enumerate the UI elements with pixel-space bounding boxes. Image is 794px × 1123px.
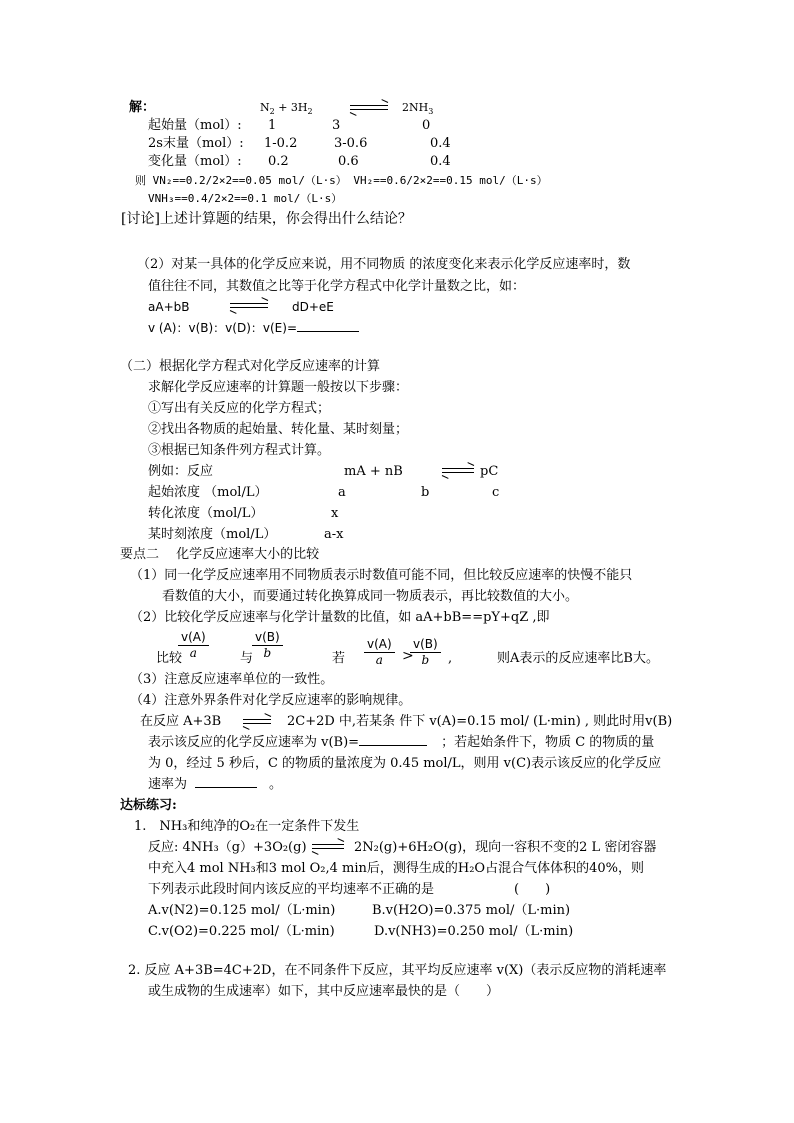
section2-intro: 求解化学反应速率的计算题一般按以下步骤： [148, 380, 409, 395]
converted-conc-label: 转化浓度（mol/L） [148, 506, 264, 521]
key2-title: 要点二 化学反应速率大小的比较 [120, 547, 320, 562]
example-eq-left: mA + nB [344, 464, 403, 479]
discussion: [讨论]上述计算题的结果，你会得出什么结论？ [121, 211, 412, 227]
q1-stem: 1. NH₃和纯净的O₂在一定条件下发生 [134, 819, 360, 834]
practice-title: 达标练习: [120, 798, 177, 813]
moment-conc-label: 某时刻浓度（mol/L） [148, 527, 277, 542]
q1-reaction-left: 反应: 4NH₃（g）+3O₂(g) [148, 840, 307, 855]
q1-reaction-right: 2N₂(g)+6H₂O(g)，现向一容积不变的2 L 密闭容器 [354, 840, 657, 855]
ratio-blank[interactable] [297, 331, 359, 332]
end-n2: 1-0.2 [264, 136, 298, 151]
q1-line4: 下列表示此段时间内该反应的平均速率不正确的是 [148, 882, 435, 897]
q2-line2: 或生成物的生成速率）如下，其中反应速率最快的是（ ） [148, 984, 500, 999]
section2-title: （二）根据化学方程式对化学反应速率的计算 [120, 359, 381, 374]
initial-conc-label: 起始浓度 （mol/L） [148, 485, 268, 500]
initial-conc-b: b [421, 485, 430, 500]
key2-p3: （3）注意反应速率单位的一致性。 [130, 672, 334, 687]
q2-line1: 2. 反应 A+3B=4C+2D，在不同条件下反应，其平均反应速率 v(X)（表示反应物的消耗速率 [128, 963, 667, 978]
compare-label: 比较 [156, 651, 183, 666]
fraction-vb-over-b: $\frac{v(B)}{b}$ [252, 630, 283, 661]
example-eq-right: pC [480, 464, 499, 479]
q1-option-b[interactable]: B.v(H2O)=0.375 mol/（L·min) [372, 903, 571, 918]
fraction-vb-over-b-2: $\frac{v(B)}{b}$ [410, 637, 441, 668]
rate-line-1: 则 VN₂==0.2/2×2==0.05 mol/（L·s） VH₂==0.6/2×2==0.15 mol/（L·s） [135, 174, 548, 187]
fraction-va-over-a: $\frac{v(A)}{a}$ [178, 630, 209, 661]
point2-ratio: v (A)：v(B)：v(D)：v(E)= [148, 320, 359, 336]
q1-answer-paren[interactable]: ( ) [514, 882, 551, 897]
end-row-label: 2s末量（mol）: [148, 136, 244, 151]
reversible-arrow-2 [230, 302, 268, 310]
q1-option-c[interactable]: C.v(O2)=0.225 mol/（L·min) [148, 924, 335, 939]
initial-conc-a: a [338, 485, 346, 500]
step-2: ②找出各物质的起始量、转化量、某时刻量； [148, 422, 409, 437]
vc-blank[interactable] [195, 787, 257, 788]
end-nh3: 0.4 [430, 136, 451, 151]
reversible-arrow-3 [442, 467, 474, 475]
initial-row-label: 起始量（mol）: [148, 118, 242, 133]
reversible-arrow-4 [243, 718, 271, 726]
reaction-n2: $N_2 + 3H_2$ [260, 101, 313, 117]
point2-right: dD+eE [292, 300, 334, 314]
change-h2: 0.6 [338, 154, 359, 169]
example-label: 例如：反应 [148, 464, 214, 479]
step-1: ①写出有关反应的化学方程式； [148, 401, 331, 416]
converted-conc-a: x [331, 506, 339, 521]
example-line1-a: 在反应 A+3B [140, 714, 222, 729]
key2-p2: （2）比较化学反应速率与化学计量数的比值，如 aA+bB==pY+qZ ,即 [130, 610, 550, 625]
vb-blank[interactable] [359, 745, 427, 746]
reversible-arrow-1 [350, 104, 388, 112]
initial-n2: 1 [268, 118, 277, 133]
then-label: 则A表示的反应速率比B大。 [497, 651, 659, 666]
step-3: ③根据已知条件列方程式计算。 [148, 443, 331, 458]
change-n2: 0.2 [268, 154, 289, 169]
example-line1-b: 2C+2D 中,若某条 件下 v(A)=0.15 mol/ (L·min) , 则此时用v(B) [287, 714, 673, 729]
solution-label: 解： [129, 100, 156, 115]
point2-line1: （2）对某一具体的化学反应来说，用不同物质 的浓度变化来表示化学反应速率时，数 [137, 257, 631, 272]
point2-left: aA+bB [148, 300, 190, 314]
change-nh3: 0.4 [430, 154, 451, 169]
greater-than: > [402, 648, 414, 664]
point2-line2: 值往往不同，其数值之比等于化学方程式中化学计量数之比，如： [148, 279, 526, 294]
moment-conc-a: a-x [324, 527, 344, 542]
key2-p1-line2: 看数值的大小，而要通过转化换算成同一物质表示，再比较数值的大小。 [162, 589, 579, 604]
key2-p1-line1: （1）同一化学反应速率用不同物质表示时数值可能不同，但比较反应速率的快慢不能只 [130, 568, 633, 583]
key2-p4: （4）注意外界条件对化学反应速率的影响规律。 [130, 693, 412, 708]
fraction-va-over-a-2: $\frac{v(A)}{a}$ [364, 637, 395, 668]
comma: , [448, 651, 453, 666]
with-label: 与 [240, 651, 254, 666]
q1-option-a[interactable]: A.v(N2)=0.125 mol/（L·min) [148, 903, 336, 918]
initial-nh3: 0 [422, 118, 431, 133]
reaction-nh3: $2NH_3$ [402, 101, 434, 117]
example-line2: 表示该反应的化学反应速率为 v(B)= ；若起始条件下，物质 C 的物质的量 [148, 735, 655, 750]
if-label: 若 [332, 651, 346, 666]
q1-option-d[interactable]: D.v(NH3)=0.250 mol/（L·min) [374, 924, 574, 939]
example-line4: 速率为 。 [148, 777, 283, 792]
change-row-label: 变化量（mol）: [148, 154, 242, 169]
initial-h2: 3 [332, 118, 341, 133]
reversible-arrow-5 [312, 843, 344, 851]
rate-line-2: VNH₃==0.4/2×2==0.1 mol/（L·s） [148, 192, 343, 205]
end-h2: 3-0.6 [334, 136, 368, 151]
example-line3: 为 0，经过 5 秒后，C 的物质的量浓度为 0.45 mol/L，则用 v(C)表示该反应的化学反应 [148, 756, 662, 771]
q1-line3: 中充入4 mol NH₃和3 mol O₂,4 min后，测得生成的H₂O占混合气体体积的40%，则 [148, 861, 644, 876]
initial-conc-c: c [492, 485, 500, 500]
